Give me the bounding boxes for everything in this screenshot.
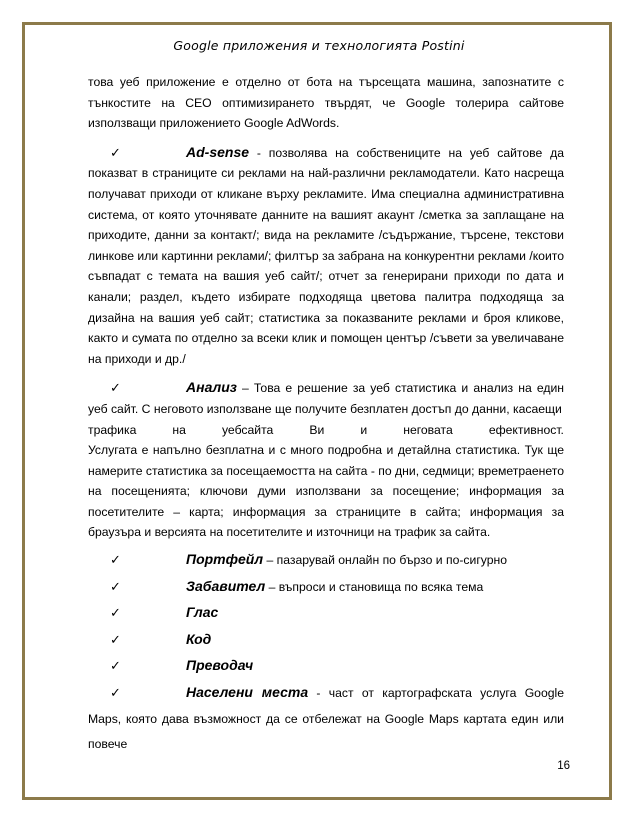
checkmark-icon: ✓ <box>110 578 121 594</box>
checkmark-icon: ✓ <box>110 144 121 160</box>
word: и <box>360 422 368 437</box>
checkmark-icon: ✓ <box>110 685 121 701</box>
checkmark-icon: ✓ <box>110 658 121 674</box>
list-item-prevodach <box>88 653 564 680</box>
checkmark-icon: ✓ <box>110 380 121 396</box>
page-number: 16 <box>557 760 570 772</box>
analiz-continuation: Услугата е напълно безплатна и с много подробна и детайлна статистика. Тук ще намерите статистика за посещаемостта на сайта - по дни, седмици; времетраенето на посещенията; ключови думи използвани за посещение; информация за посетителите – карта; информация за страниците в сайта; информация за браузъра и версията на посетителите и източници на трафик за сайта. <box>88 443 564 540</box>
naseleni-text: - част от картографската услуга Google Maps, която дава възможност да се отбележат на Google Maps картата един или повече <box>88 686 564 752</box>
checkmark-icon: ✓ <box>110 631 121 647</box>
zabavitel-text: – въпроси и становища по всяка тема <box>265 579 484 594</box>
term-analiz: Анализ <box>186 379 237 396</box>
word: уебсайта <box>221 422 274 437</box>
term-kod: Код <box>186 630 212 647</box>
list-item-zabavitel <box>88 574 564 601</box>
checkmark-icon: ✓ <box>110 605 121 621</box>
page-header: Google приложения и технологията Postini <box>173 38 465 53</box>
analiz-text: – Това е решение за уеб статистика и анализ на един уеб сайт. С неговото използване ще получите безплатен достъп до данни, касаещи <box>88 381 564 416</box>
list-item-analiz <box>88 377 564 419</box>
list-item-adsense <box>88 142 564 370</box>
word: ефективност. <box>488 422 564 437</box>
word: Ви <box>309 422 325 437</box>
word: неговата <box>403 422 453 437</box>
list-item-kod <box>88 627 564 654</box>
list-item-portfeil <box>88 547 564 574</box>
adsense-text: - позволява на собствениците на уеб сайтове да показват в страниците си реклами на най-различни рекламодатели. Като насреща получават приходи от кликане върху рекламите. Има специална административна система, от която уточнявате данните на вашият акаунт /сметка за заплащане на приходите, данни за контакт/; вида на рекламите /съдържание, търсене, текстови линкове или картинни реклами/; филтър за забрана на конкурентни реклами /които съвпадат с темата на вашия уеб сайт/; отчет за генерирани приходи по дата и канали; раздел, където избирате подходяща цветова палитра подходяща за дизайна на вашия уеб сайт; статистика за показваните реклами и броя кликове, както и сумата по отделно за всеки клик и помощен център /съвети за увеличаване на приходи и др./ <box>88 145 564 366</box>
term-naseleni: Населени места <box>186 684 309 701</box>
portfeil-text: – пазарувай онлайн по бързо и по-сигурно <box>263 553 508 568</box>
word: на <box>172 422 186 437</box>
term-prevodach: Преводач <box>186 657 254 674</box>
intro-paragraph: това уеб приложение е отделно от бота на търсещата машина, запознатите с тънкостите на СЕО оптимизирането твърдят, че Google толерира сайтове използващи приложението Google AdWords. <box>88 75 564 131</box>
list-item-naseleni <box>88 680 564 758</box>
term-glas: Глас <box>186 604 219 621</box>
analiz-traffic-line <box>88 420 564 441</box>
list-item-glas <box>88 600 564 627</box>
checkmark-icon: ✓ <box>110 552 121 568</box>
term-adsense: Ad-sense <box>186 143 250 160</box>
term-portfeil: Портфейл <box>186 551 264 568</box>
term-zabavitel: Забавител <box>186 577 266 594</box>
word: трафика <box>88 422 137 437</box>
page-content <box>88 72 564 758</box>
